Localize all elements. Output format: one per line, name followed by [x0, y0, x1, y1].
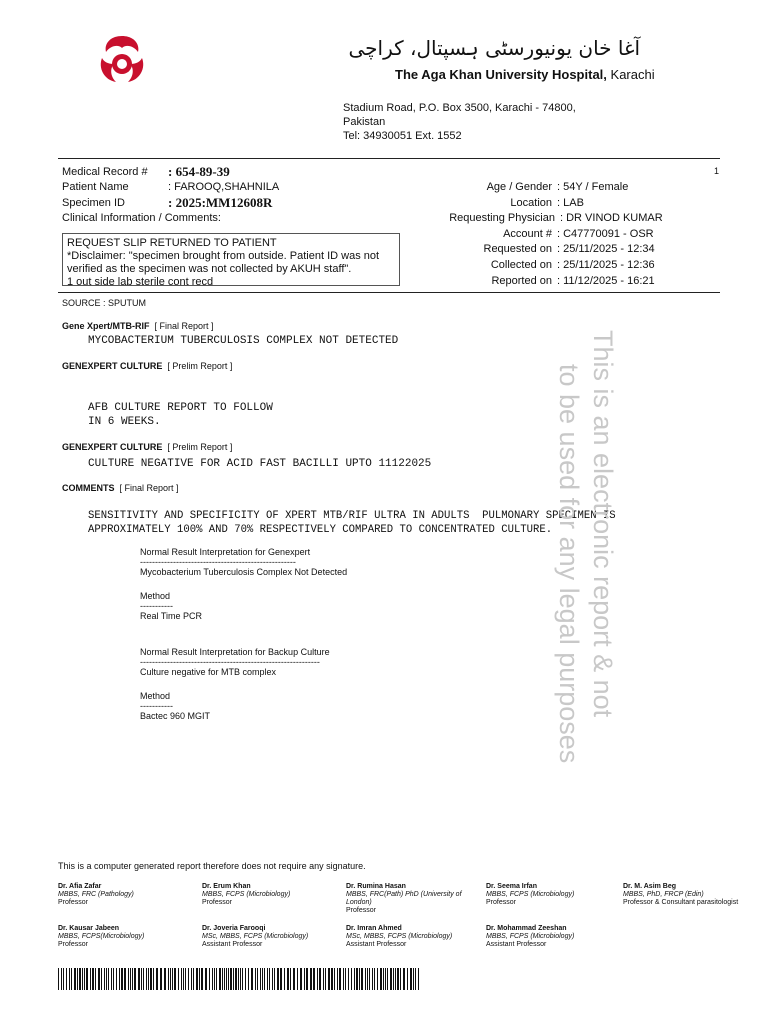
interpretation-block: [140, 546, 347, 722]
doctor-title: Assistant Professor: [346, 941, 407, 948]
barcode-bar: [387, 968, 388, 990]
barcode-bar: [369, 968, 370, 990]
barcode-bar: [304, 968, 305, 990]
interpretation-result: Culture negative for MTB complex: [140, 667, 277, 677]
doctor-title: Professor: [202, 899, 232, 906]
barcode-bar: [339, 968, 341, 990]
method-rule: -----------: [140, 601, 173, 611]
interpretation-result: Mycobacterium Tuberculosis Complex Not Detected: [140, 567, 348, 577]
barcode-bar: [98, 968, 100, 990]
barcode-bar: [61, 968, 62, 990]
age-gender-value: : 54Y / Female: [557, 181, 629, 193]
interpretation-title: Normal Result Interpretation for Genexpert: [140, 547, 311, 557]
barcode-bar: [148, 968, 149, 990]
barcode-bar: [205, 968, 207, 990]
barcode-bar: [325, 968, 326, 990]
barcode-bar: [201, 968, 203, 990]
barcode-bar: [242, 968, 243, 990]
barcode-bar: [390, 968, 392, 990]
barcode-bar: [121, 968, 123, 990]
barcode-bar: [196, 968, 198, 990]
address-line: Stadium Road, P.O. Box 3500, Karachi - 74800,: [343, 102, 576, 114]
doctor-title: Professor & Consultant parasitologist: [623, 899, 739, 906]
barcode-bar: [415, 968, 416, 990]
barcode-bar: [345, 968, 346, 990]
mrn-label: Medical Record #: [62, 166, 148, 178]
barcode-bar: [331, 968, 333, 990]
barcode-bar: [407, 968, 408, 990]
doctor-title: Assistant Professor: [202, 941, 263, 948]
barcode-bar: [260, 968, 261, 990]
barcode-bar: [367, 968, 368, 990]
barcode-bar: [395, 968, 396, 990]
method-label: Method: [140, 691, 171, 701]
barcode-bar: [233, 968, 234, 990]
barcode-bar: [143, 968, 144, 990]
specimen-value: : 2025:MM12608R: [168, 195, 273, 210]
barcode-bar: [138, 968, 140, 990]
account-label: Account #: [503, 228, 552, 240]
barcode-bar: [413, 968, 414, 990]
barcode-bar: [214, 968, 215, 990]
result-line: APPROXIMATELY 100% AND 70% RESPECTIVELY COMPARED TO CONCENTRATED CULTURE.: [88, 524, 553, 536]
account-value: : C47770091 - OSR: [557, 228, 654, 240]
watermark-line: This is an electronic report & not: [588, 330, 618, 718]
doctor-entry: [486, 925, 626, 949]
patient-name-value: : FAROOQ,SHAHNILA: [168, 181, 280, 193]
location-label: Location: [510, 197, 552, 209]
mrn-value: : 654-89-39: [168, 164, 230, 179]
section-status: [ Final Report ]: [119, 483, 179, 493]
barcode-bar: [354, 968, 355, 990]
hospital-logo: [96, 34, 148, 86]
physician-label: Requesting Physician: [449, 212, 555, 224]
barcode-bar: [280, 968, 282, 990]
barcode-bar: [251, 968, 253, 990]
barcode-bar: [323, 968, 324, 990]
barcode-bar: [63, 968, 64, 990]
barcode-bar: [418, 968, 419, 990]
doctor-quals: MBBS, PhD, FRCP (Edin): [623, 891, 704, 898]
clinical-info-label: Clinical Information / Comments:: [62, 212, 221, 224]
doctor-title: Professor: [58, 899, 88, 906]
result-line: MYCOBACTERIUM TUBERCULOSIS COMPLEX NOT DETECTED: [88, 335, 399, 347]
barcode-bar: [134, 968, 136, 990]
barcode-bar: [119, 968, 120, 990]
barcode-bar: [181, 968, 182, 990]
section-header: [62, 361, 232, 371]
doctor-entry: [486, 883, 626, 907]
barcode-bar: [245, 968, 246, 990]
doctor-quals: MBBS, FCPS (Microbiology): [202, 891, 291, 898]
barcode-bar: [106, 968, 107, 990]
phone-line: Tel: 34930051 Ext. 1552: [343, 130, 462, 142]
doctor-quals: MSc, MBBS, FCPS (Microbiology): [346, 933, 453, 940]
doctor-quals: MBBS, FRC (Pathology): [58, 891, 134, 898]
barcode-bar: [141, 968, 142, 990]
doctor-quals: MBBS, FCPS (Microbiology): [486, 933, 575, 940]
barcode-bar: [69, 968, 70, 990]
doctor-quals: MBBS, FCPS(Microbiology): [58, 933, 145, 940]
barcode-bar: [272, 968, 273, 990]
barcode-bar: [222, 968, 223, 990]
section-title: Gene Xpert/MTB-RIF: [62, 321, 150, 331]
barcode-bar: [74, 968, 76, 990]
signature-note: This is a computer generated report therefore does not require any signature.: [58, 861, 366, 871]
physician-value: : DR VINOD KUMAR: [560, 212, 663, 224]
divider: [58, 158, 720, 159]
barcode-bar: [113, 968, 114, 990]
barcode-bar: [334, 968, 335, 990]
barcode-bar: [248, 968, 249, 990]
location-value: : LAB: [557, 197, 584, 209]
barcode-bar: [257, 968, 258, 990]
barcode: [58, 968, 422, 990]
barcode-bar: [199, 968, 200, 990]
barcode-bar: [267, 968, 268, 990]
barcode-bar: [356, 968, 358, 990]
doctor-quals: MSc, MBBS, FCPS (Microbiology): [202, 933, 309, 940]
watermark: [544, 330, 624, 810]
barcode-bar: [397, 968, 399, 990]
collected-label: Collected on: [490, 259, 552, 271]
patient-name-label: Patient Name: [62, 181, 129, 193]
method-rule: -----------: [140, 701, 173, 711]
barcode-bar: [385, 968, 386, 990]
doctor-entry: [623, 883, 763, 907]
watermark-line: to be used for any legal purposes: [554, 364, 584, 764]
barcode-bar: [146, 968, 147, 990]
barcode-bar: [101, 968, 102, 990]
barcode-bar: [209, 968, 210, 990]
page-number: 1: [714, 166, 720, 176]
barcode-bar: [219, 968, 221, 990]
doctor-name: Dr. Afia Zafar: [58, 883, 102, 890]
section-title: COMMENTS: [62, 483, 115, 493]
barcode-bar: [255, 968, 256, 990]
barcode-bar: [86, 968, 88, 990]
doctor-name: Dr. Seema Irfan: [486, 883, 537, 890]
barcode-bar: [380, 968, 382, 990]
doctor-quals: MBBS, FCPS (Microbiology): [486, 891, 575, 898]
barcode-bar: [66, 968, 67, 990]
section-title: GENEXPERT CULTURE: [62, 442, 163, 452]
method-label: Method: [140, 591, 171, 601]
barcode-bar: [238, 968, 239, 990]
hospital-name: [395, 67, 655, 82]
interpretation-title: Normal Result Interpretation for Backup Culture: [140, 647, 330, 657]
section-status: [ Prelim Report ]: [167, 361, 233, 371]
barcode-bar: [104, 968, 105, 990]
interpretation-rule: ------------------------------------------------------------: [140, 657, 320, 667]
barcode-bar: [90, 968, 91, 990]
barcode-bar: [277, 968, 279, 990]
barcode-bar: [240, 968, 241, 990]
barcode-bar: [212, 968, 213, 990]
barcode-bar: [228, 968, 229, 990]
doctor-entry: [202, 925, 342, 949]
section-status: [ Final Report ]: [154, 321, 214, 331]
doctor-title: Assistant Professor: [486, 941, 547, 948]
reported-label: Reported on: [491, 275, 552, 287]
age-gender-label: Age / Gender: [486, 181, 552, 193]
barcode-bar: [172, 968, 173, 990]
barcode-bar: [79, 968, 81, 990]
doctor-quals: MBBS, FRC(Path) PhD (University of London): [346, 891, 462, 906]
barcode-bar: [95, 968, 96, 990]
barcode-bar: [153, 968, 154, 990]
barcode-bar: [264, 968, 265, 990]
section-status: [ Prelim Report ]: [167, 442, 233, 452]
section-header: [62, 321, 214, 331]
barcode-bar: [108, 968, 109, 990]
barcode-bar: [124, 968, 126, 990]
barcode-bar: [274, 968, 275, 990]
barcode-bar: [365, 968, 366, 990]
barcode-bar: [132, 968, 133, 990]
barcode-bar: [348, 968, 349, 990]
hospital-address: [343, 101, 603, 143]
section-title: GENEXPERT CULTURE: [62, 361, 163, 371]
barcode-bar: [130, 968, 131, 990]
doctor-title: Professor: [346, 907, 376, 914]
barcode-bar: [230, 968, 232, 990]
barcode-bar: [403, 968, 405, 990]
barcode-bar: [290, 968, 291, 990]
doctor-name: Dr. M. Asim Beg: [623, 883, 677, 890]
barcode-bar: [185, 968, 186, 990]
barcode-bar: [310, 968, 312, 990]
barcode-bar: [58, 968, 59, 990]
barcode-bar: [191, 968, 192, 990]
barcode-bar: [170, 968, 171, 990]
barcode-bar: [183, 968, 184, 990]
doctor-entry: [58, 883, 198, 907]
barcode-bar: [174, 968, 176, 990]
barcode-bar: [156, 968, 158, 990]
doctor-entry: [58, 925, 198, 949]
barcode-bar: [262, 968, 263, 990]
doctor-title: Professor: [486, 899, 516, 906]
source-label: SOURCE : SPUTUM: [62, 298, 147, 308]
doctor-title: Professor: [58, 941, 88, 948]
barcode-bar: [150, 968, 152, 990]
barcode-bar: [374, 968, 375, 990]
method-value: Real Time PCR: [140, 611, 203, 621]
interpretation-rule: ----------------------------------------------------: [140, 557, 296, 567]
barcode-bar: [168, 968, 169, 990]
barcode-bar: [297, 968, 298, 990]
comment-line: REQUEST SLIP RETURNED TO PATIENT: [67, 237, 277, 249]
barcode-bar: [77, 968, 78, 990]
barcode-bar: [313, 968, 315, 990]
hospital-city: Karachi: [610, 67, 655, 82]
section-header: [62, 483, 179, 493]
hospital-name-urdu: آغا خان یونیورسٹی ہسپتال، کراچی: [348, 36, 640, 60]
barcode-bar: [410, 968, 412, 990]
clinical-comment-box: [62, 233, 400, 286]
barcode-bar: [400, 968, 401, 990]
doctor-name: Dr. Imran Ahmed: [346, 925, 402, 932]
barcode-bar: [226, 968, 227, 990]
divider: [58, 292, 720, 293]
barcode-bar: [71, 968, 72, 990]
barcode-bar: [328, 968, 330, 990]
doctor-name: Dr. Kausar Jabeen: [58, 925, 120, 932]
result-line: IN 6 WEEKS.: [88, 416, 161, 428]
barcode-bar: [319, 968, 321, 990]
comment-line: 1 out side lab sterile cont recd: [67, 276, 214, 286]
barcode-bar: [116, 968, 117, 990]
comment-line: *Disclaimer: "specimen brought from outside. Patient ID was not: [67, 250, 380, 262]
result-line: SENSITIVITY AND SPECIFICITY OF XPERT MTB/RIF ULTRA IN ADULTS PULMONARY SPECIMEN IS: [88, 510, 616, 522]
doctor-entry: [346, 883, 478, 915]
barcode-bar: [287, 968, 289, 990]
barcode-bar: [92, 968, 94, 990]
barcode-bar: [293, 968, 295, 990]
barcode-bar: [393, 968, 394, 990]
barcode-bar: [317, 968, 318, 990]
barcode-bar: [224, 968, 225, 990]
barcode-bar: [351, 968, 352, 990]
comment-line: verified as the specimen was not collected by AKUH staff".: [67, 263, 352, 275]
barcode-bar: [235, 968, 237, 990]
doctor-name: Dr. Erum Khan: [202, 883, 251, 890]
specimen-label: Specimen ID: [62, 197, 125, 209]
hospital-name-text: The Aga Khan University Hospital,: [395, 67, 607, 82]
barcode-bar: [361, 968, 363, 990]
requested-value: : 25/11/2025 - 12:34: [557, 243, 655, 255]
barcode-bar: [372, 968, 373, 990]
barcode-bar: [84, 968, 85, 990]
barcode-bar: [164, 968, 166, 990]
barcode-bar: [216, 968, 217, 990]
barcode-bar: [377, 968, 378, 990]
barcode-bar: [337, 968, 338, 990]
barcode-bar: [269, 968, 270, 990]
collected-value: : 25/11/2025 - 12:36: [557, 259, 655, 271]
doctor-name: Dr. Mohammad Zeeshan: [486, 925, 567, 932]
barcode-bar: [128, 968, 129, 990]
result-line: CULTURE NEGATIVE FOR ACID FAST BACILLI UPTO 11122025: [88, 458, 432, 470]
result-line: AFB CULTURE REPORT TO FOLLOW: [88, 402, 273, 414]
barcode-bar: [111, 968, 112, 990]
barcode-bar: [188, 968, 189, 990]
barcode-bar: [306, 968, 308, 990]
section-header: [62, 442, 232, 452]
barcode-bar: [359, 968, 360, 990]
barcode-bar: [300, 968, 302, 990]
barcode-bar: [82, 968, 83, 990]
barcode-bar: [193, 968, 194, 990]
doctor-entry: [346, 925, 486, 949]
doctor-name: Dr. Rumina Hasan: [346, 883, 406, 890]
requested-label: Requested on: [483, 243, 552, 255]
barcode-bar: [160, 968, 162, 990]
doctor-name: Dr. Joveria Farooqi: [202, 925, 266, 932]
barcode-bar: [284, 968, 285, 990]
method-value: Bactec 960 MGIT: [140, 711, 211, 721]
barcode-bar: [383, 968, 384, 990]
address-line: Pakistan: [343, 116, 386, 128]
doctor-entry: [202, 883, 342, 907]
barcode-bar: [343, 968, 344, 990]
reported-value: : 11/12/2025 - 16:21: [557, 275, 655, 287]
barcode-bar: [178, 968, 179, 990]
